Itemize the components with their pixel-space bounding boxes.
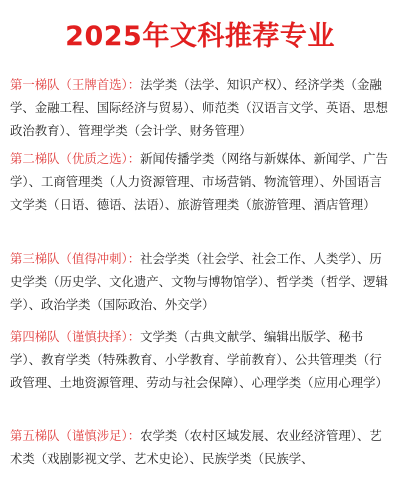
tier-4-section bbox=[10, 325, 392, 394]
tier-3-text: 社会学类（社会学、社会工作、人类学）、历史学类（历史学、文化遗产、文物与博物馆学）、哲学类（哲学、逻辑学）、政治学类（国际政治、外交学） bbox=[10, 251, 388, 312]
tier-4-text: 文学类（古典文献学、编辑出版学、秘书学）、教育学类（特殊教育、小学教育、学前教育）、公共管理类（行政管理、土地资源管理、劳动与社会保障）、心理学类（应用心理学） bbox=[10, 329, 388, 390]
tier-1-label: 第一梯队（王牌首选）： bbox=[10, 77, 141, 92]
tier-5-section bbox=[10, 424, 392, 470]
tier-1-text: 法学类（法学、知识产权）、经济学类（金融学、金融工程、国际经济与贸易）、师范类（汉语言文学、英语、思想政治教育）、管理学类（会计学、财务管理） bbox=[10, 77, 388, 138]
tier-2-text: 新闻传播学类（网络与新媒体、新闻学、广告学）、工商管理类（人力资源管理、市场营销、物流管理）、外国语言文学类（日语、德语、法语）、旅游管理类（旅游管理、酒店管理） bbox=[10, 151, 388, 212]
page-title: 2025年文科推荐专业 bbox=[65, 21, 335, 52]
tier-3-label: 第三梯队（值得冲刺）： bbox=[10, 251, 141, 266]
tier-5-label: 第五梯队（谨慎涉足）： bbox=[10, 428, 141, 443]
tier-4-label: 第四梯队（谨慎抉择）： bbox=[10, 329, 141, 344]
tier-1-section bbox=[10, 73, 392, 142]
tier-2-section bbox=[10, 147, 392, 216]
tier-2-label: 第二梯队（优质之选）： bbox=[10, 151, 141, 166]
tier-5-text: 农学类（农村区域发展、农业经济管理）、艺术类（戏剧影视文学、艺术史论）、民族学类（民族学、 bbox=[10, 428, 382, 466]
tier-3-section bbox=[10, 247, 392, 316]
